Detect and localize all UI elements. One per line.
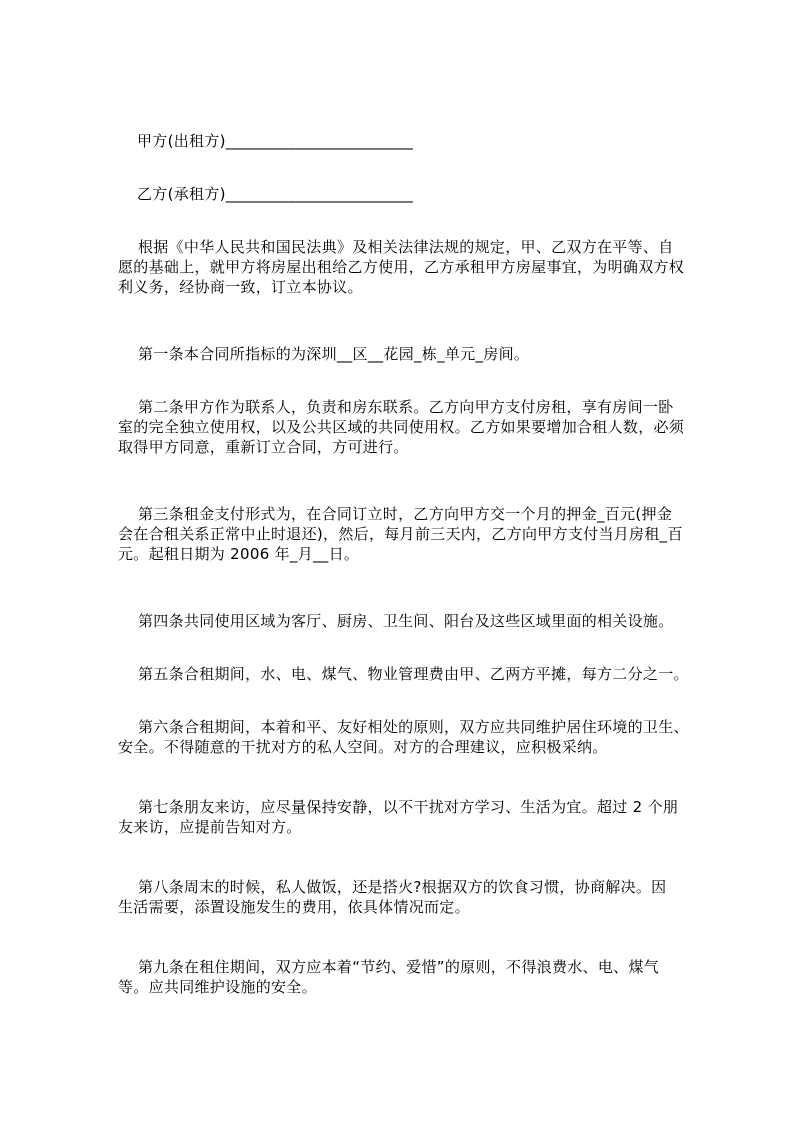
clause-3-line-3: 元。起租日期为 2006 年_月__日。 xyxy=(118,545,360,563)
clause-2-line-2: 室的完全独立使用权，以及公共区域的共同使用权。乙方如果要增加合租人数，必须 xyxy=(118,418,685,436)
preamble-line-1: 根据《中华人民共和国民法典》及相关法律法规的规定，甲、乙双方在平等、自 xyxy=(138,238,674,256)
clause-7-line-1: 第七条朋友来访，应尽量保持安静，以不干扰对方学习、生活为宜。超过 2 个朋 xyxy=(138,798,679,816)
clause-2-line-1: 第二条甲方作为联系人，负责和房东联系。乙方向甲方支付房租，享有房间一卧 xyxy=(138,398,674,416)
clause-9-line-1: 第九条在租住期间，双方应本着“节约、爱惜”的原则，不得浪费水、电、煤气 xyxy=(138,958,660,976)
clause-7-paragraph xyxy=(118,797,718,837)
clause-2-paragraph xyxy=(118,397,718,457)
clause-7-line-2: 友来访，应提前告知对方。 xyxy=(118,818,302,836)
clause-6-paragraph xyxy=(118,717,718,757)
clause-5-line-1: 第五条合租期间，水、电、煤气、物业管理费由甲、乙两方平摊，每方二分之一。 xyxy=(138,665,689,683)
clause-1-line-1: 第一条本合同所指标的为深圳__区__花园_栋_单元_房间。 xyxy=(138,345,530,363)
clause-9-paragraph xyxy=(118,957,718,997)
preamble-line-2: 愿的基础上，就甲方将房屋出租给乙方使用，乙方承租甲方房屋事宜，为明确双方权 xyxy=(118,258,685,276)
clause-8-line-1: 第八条周末的时候，私人做饭，还是搭火?根据双方的饮食习惯，协商解决。因 xyxy=(138,878,667,896)
clause-8-line-2: 生活需要，添置设施发生的费用，依具体情况而定。 xyxy=(118,898,470,916)
party-a-line: 甲方(出租方)________________________ xyxy=(137,132,414,150)
clause-3-paragraph xyxy=(118,504,718,564)
clause-5-paragraph xyxy=(118,664,718,684)
preamble-paragraph xyxy=(118,237,718,297)
clause-6-line-1: 第六条合租期间，本着和平、友好相处的原则，双方应共同维护居住环境的卫生、 xyxy=(138,718,689,736)
preamble-line-3: 利义务，经协商一致，订立本协议。 xyxy=(118,278,363,296)
clause-6-line-2: 安全。不得随意的干扰对方的私人空间。对方的合理建议，应积极采纳。 xyxy=(118,738,608,756)
clause-3-line-1: 第三条租金支付形式为，在合同订立时，乙方向甲方交一个月的押金_百元(押金 xyxy=(138,505,673,523)
party-b-line: 乙方(承租方)________________________ xyxy=(137,185,414,203)
clause-1-paragraph xyxy=(118,344,718,364)
clause-4-line-1: 第四条共同使用区域为客厅、厨房、卫生间、阳台及这些区域里面的相关设施。 xyxy=(138,612,674,630)
clause-2-line-3: 取得甲方同意，重新订立合同，方可进行。 xyxy=(118,438,409,456)
clause-4-paragraph xyxy=(118,611,718,631)
clause-3-line-2: 会在合租关系正常中止时退还)，然后，每月前三天内，乙方向甲方支付当月房租_百 xyxy=(118,525,683,543)
clause-8-paragraph xyxy=(118,877,718,917)
clause-9-line-2: 等。应共同维护设施的安全。 xyxy=(118,978,317,996)
